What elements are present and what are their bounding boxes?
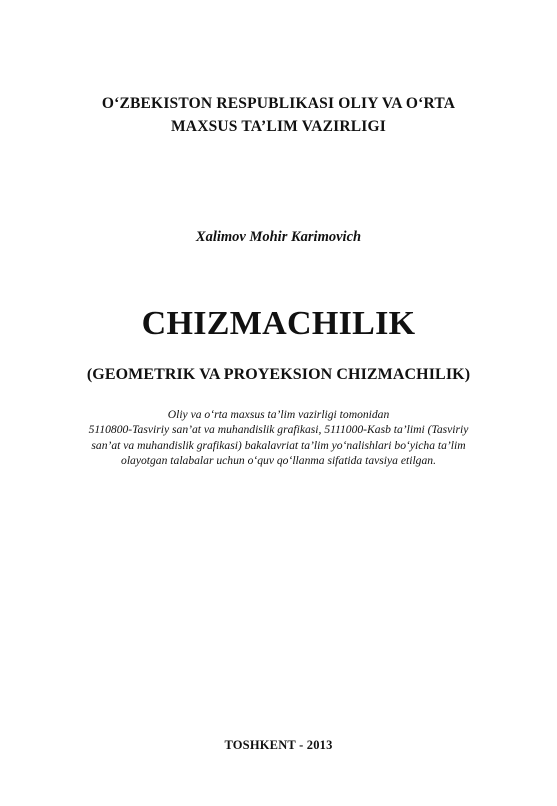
ministry-line-2: MAXSUS TA’LIM VAZIRLIGI	[170, 118, 387, 135]
recommendation-line-2: 5110800-Tasviriy san’at va muhandislik grafikasi, 5111000-Kasb ta’limi (Tasviriy	[88, 423, 469, 437]
ministry-header	[0, 92, 557, 138]
recommendation-line-3: san’at va muhandislik grafikasi) bakalavriat ta’lim yo‘nalishlari bo‘yicha ta’lim	[91, 438, 466, 452]
recommendation-text	[10, 407, 547, 468]
ministry-line-1: O‘ZBEKISTON RESPUBLIKASI OLIY VA O‘RTA	[101, 95, 456, 112]
book-subtitle: (GEOMETRIK VA PROYEKSION CHIZMACHILIK)	[86, 366, 471, 383]
book-title: CHIZMACHILIK	[141, 305, 416, 342]
recommendation-line-4: olayotgan talabalar uchun o‘quv qo‘llanma sifatida tavsiya etilgan.	[121, 453, 436, 467]
recommendation-line-1: Oliy va o‘rta maxsus ta’lim vazirligi tomonidan	[167, 408, 390, 421]
city-year: TOSHKENT - 2013	[224, 738, 333, 752]
author-name: Xalimov Mohir Karimovich	[195, 229, 362, 245]
